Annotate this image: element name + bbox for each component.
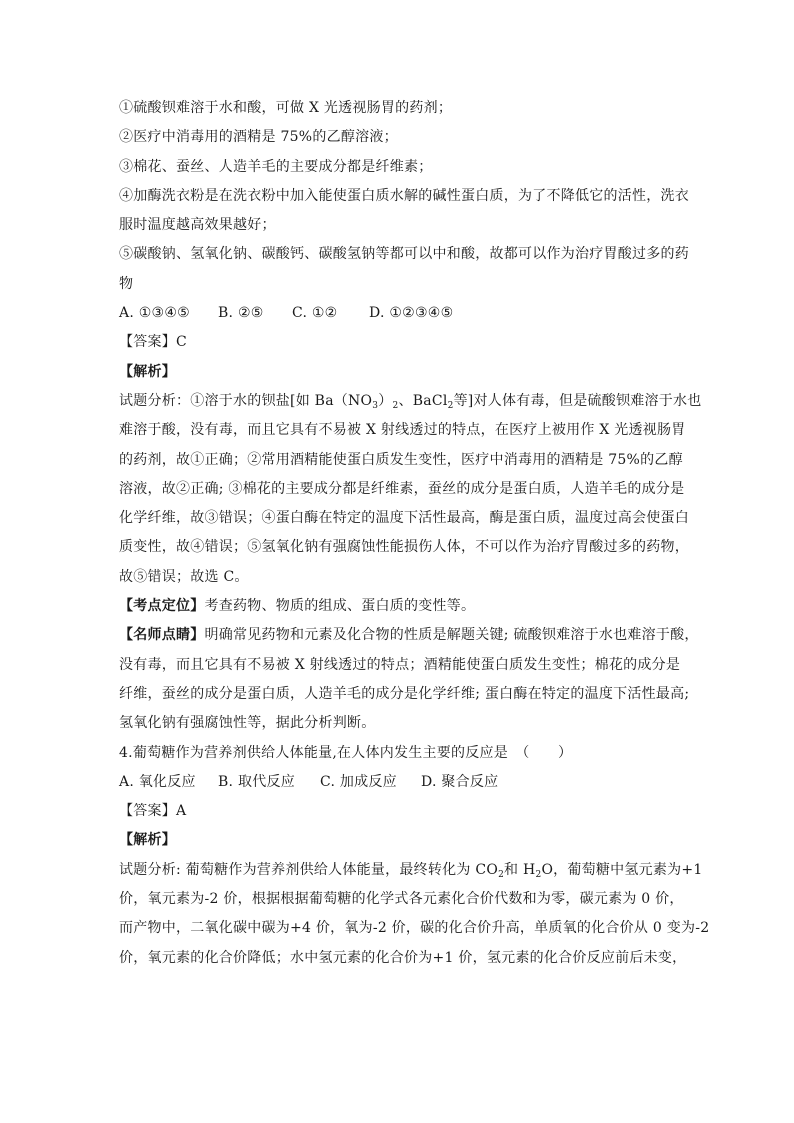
q3-option-b: B. ②⑤	[218, 305, 264, 322]
q3-options	[119, 299, 679, 328]
q3-tip-line3: 纤维，蚕丝的成分是蛋白质，人造羊毛的成分是化学纤维; 蛋白酶在特定的温度下活性最高;	[119, 685, 690, 702]
q4-analysis-line2: 价，氧元素为-2 价，根据根据葡萄糖的化学式各元素化合价代数和为零，碳元素为 0 价，	[119, 891, 684, 908]
q4-option-a: A. 氧化反应	[119, 773, 196, 790]
q3-point-label: 【考点定位】	[119, 598, 205, 615]
q3-option-d: D. ①②③④⑤	[369, 305, 454, 322]
q3-analysis-line1: 试题分析：①溶于水的钡盐[如 $Ba(NO_3)_2$、BaCl$_2$等]对人体有毒，但是硫酸钡难溶于水也	[119, 392, 702, 411]
statement-5-line2: 物	[119, 275, 134, 292]
statement-2: ②医疗中消毒用的酒精是 75%的乙醇溶液；	[119, 129, 398, 146]
statement-4-line2: 服时温度越高效果越好；	[119, 217, 276, 234]
q3-tip-line1: 【名师点睛】明确常见药物和元素及化合物的性质是解题关键; 硫酸钡难溶于水也难溶于酸，	[119, 627, 699, 644]
q3-analysis-line4: 溶液，故②正确; ③棉花的主要成分都是纤维素，蚕丝的成分是蛋白质，人造羊毛的成分是	[119, 480, 685, 497]
statement-5-line1: ⑤碳酸钠、氢氧化钠、碳酸钙、碳酸氢钠等都可以中和酸，故都可以作为治疗胃酸过多的药	[119, 246, 689, 263]
q3-tip-line4: 氢氧化钠有强腐蚀性等，据此分析判断。	[119, 715, 376, 732]
q4-analysis-line4: 价，氧元素的化合价降低；水中氢元素的化合价为+1 价，氢元素的化合价反应前后未变，	[119, 949, 687, 966]
q3-point	[119, 592, 679, 621]
q3-option-a: A. ①③④⑤	[119, 305, 190, 322]
q4-option-d: D. 聚合反应	[421, 773, 499, 790]
statement-3: ③棉花、蚕丝、人造羊毛的主要成分都是纤维素；	[119, 158, 433, 175]
q3-point-text: 考查药物、物质的组成、蛋白质的变性等。	[204, 598, 476, 615]
q4-analysis-line1: 试题分析: 葡萄糖作为营养剂供给人体能量，最终转化为 $CO_2$和 $H_2O$，葡萄糖中氢元素为+1	[119, 861, 703, 880]
q4-option-c: C. 加成反应	[320, 773, 397, 790]
q3-analysis-line6: 质变性，故④错误；⑤氢氧化钠有强腐蚀性能损伤人体，不可以作为治疗胃酸过多的药物，	[119, 539, 689, 556]
q3-analysis-label: 【解析】	[119, 363, 176, 380]
q4-answer: 【答案】A	[119, 803, 187, 820]
document-page	[119, 94, 710, 973]
q3-tip-line2: 没有毒，而且它具有不易被 X 射线透过的特点；酒精能使蛋白质发生变性；棉花的成分是	[119, 656, 681, 673]
q3-analysis-line2: 难溶于酸，没有毒，而且它具有不易被 X 射线透过的特点，在医疗上被用作 X 光透视肠胃	[119, 422, 686, 439]
q3-option-c: C. ①②	[292, 305, 338, 322]
q3-analysis-line7: 故⑤错误；故选 C。	[119, 568, 249, 585]
q3-tip-label: 【名师点睛】	[119, 627, 205, 644]
q4-question: 4.葡萄糖作为营养剂供给人体能量,在人体内发生主要的反应是 （ ）	[119, 744, 573, 761]
statement-1: ①硫酸钡难溶于水和酸，可做 X 光透视肠胃的药剂；	[119, 100, 453, 116]
q3-answer: 【答案】C	[119, 334, 187, 351]
q4-option-b: B. 取代反应	[218, 773, 295, 790]
q4-analysis-line3: 而产物中，二氧化碳中碳为+4 价，氧为-2 价，碳的化合价升高，单质氧的化合价从 0 变为-2	[119, 920, 710, 937]
q3-analysis-line5: 化学纤维，故③错误；④蛋白酶在特定的温度下活性最高，酶是蛋白质，温度过高会使蛋白	[119, 510, 689, 527]
q4-options	[119, 768, 679, 797]
statement-4-line1: ④加酶洗衣粉是在洗衣粉中加入能使蛋白质水解的碱性蛋白质，为了不降低它的活性，洗衣	[119, 187, 689, 204]
q3-analysis-line3: 的药剂，故①正确；②常用酒精能使蛋白质发生变性，医疗中消毒用的酒精是 75%的乙醇	[119, 451, 683, 468]
q4-analysis-label: 【解析】	[119, 832, 176, 849]
